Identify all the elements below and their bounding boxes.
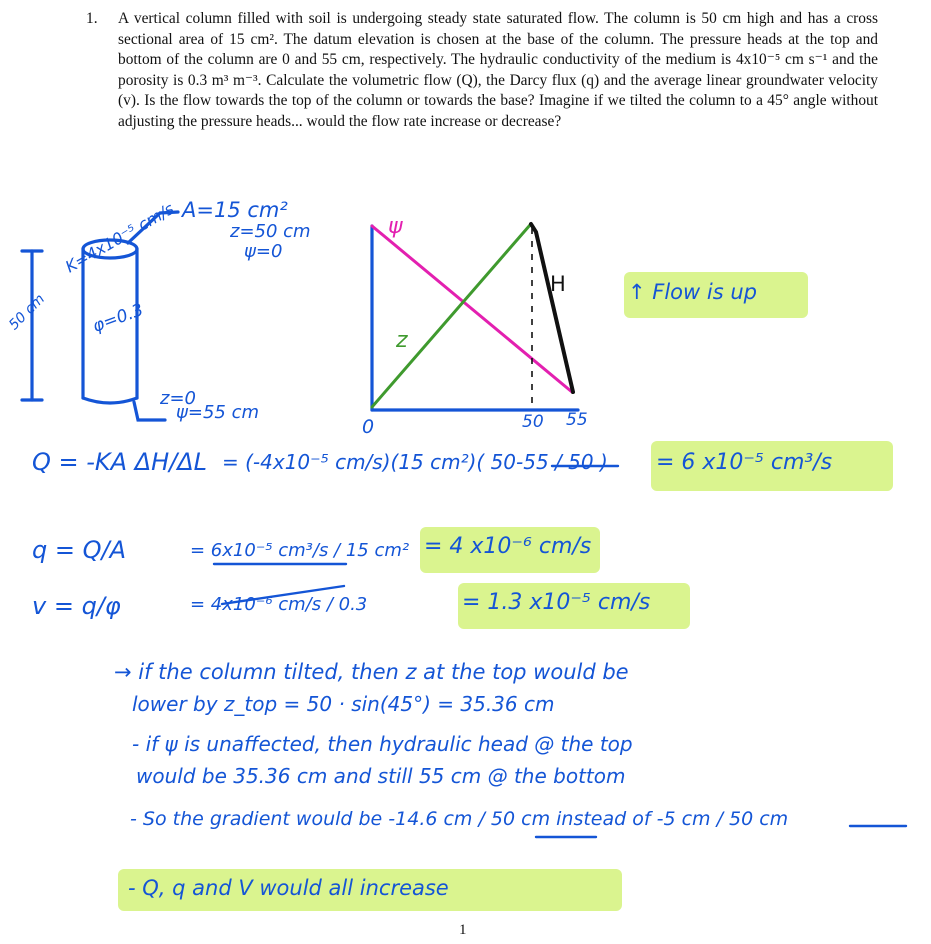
h-axis-label: H — [550, 272, 566, 296]
elevation-line — [372, 225, 530, 407]
total-head-line — [531, 224, 573, 392]
eq-v-lhs: v = q/φ — [32, 592, 121, 620]
k-label: K=4x10⁻⁵ cm/s — [62, 199, 178, 277]
eq-Q-lhs: Q = -KA ΔH/ΔL — [32, 448, 208, 476]
z-axis-label: z — [396, 328, 408, 353]
height-label: 50 cm — [6, 291, 49, 334]
tilt-note-4: would be 35.36 cm and still 55 cm @ the bottom — [136, 764, 626, 788]
eq-q-mid: = 6x10⁻⁵ cm³/s / 15 cm² — [190, 540, 410, 561]
flow-direction-note: ↑ Flow is up — [628, 280, 757, 304]
eq-v-mid: = 4x10⁻⁶ cm/s / 0.3 — [190, 594, 368, 615]
tick-0: 0 — [362, 416, 375, 438]
tilt-note-3: - if ψ is unaffected, then hydraulic head @ the top — [132, 732, 633, 756]
eq-q-lhs: q = Q/A — [32, 536, 126, 564]
page-number: 1 — [459, 922, 467, 938]
tilt-note-2: lower by z_top = 50 · sin(45°) = 35.36 cm — [132, 692, 555, 716]
psi-axis-label: ψ — [388, 214, 403, 239]
tilt-note-5: - So the gradient would be -14.6 cm / 50 cm instead of -5 cm / 50 cm — [130, 808, 789, 830]
z-bottom-label: z=0 — [160, 388, 196, 409]
z-top-label: z=50 cm — [230, 221, 311, 242]
eq-Q-result: = 6 x10⁻⁵ cm³/s — [656, 450, 833, 475]
psi-top-label: ψ=0 — [244, 241, 283, 262]
tick-55: 55 — [566, 410, 588, 430]
conclusion: - Q, q and V would all increase — [128, 876, 449, 900]
psi-bottom-label: ψ=55 cm — [176, 402, 260, 423]
eq-Q-mid: = (-4x10⁻⁵ cm/s)(15 cm²)( 50-55 / 50 ) — [222, 450, 608, 474]
area-label: A=15 cm² — [182, 198, 288, 222]
eq-v-result: = 1.3 x10⁻⁵ cm/s — [462, 590, 651, 615]
tilt-note-1: → if the column tilted, then z at the top would be — [114, 660, 629, 684]
porosity-label: φ=0.3 — [90, 300, 147, 337]
head-plot-axes — [372, 226, 578, 410]
problem-text: A vertical column filled with soil is undergoing steady state saturated flow. The column is 50 cm high and has a cross sectional area of 15 cm². The datum elevation is chosen at the base of the column. The pressure heads at the top and bottom of the column are 0 and 55 cm, respectively. The hydraulic conductivity of the medium is 4x10⁻⁵ cm s⁻¹ and the porosity is 0.3 m³ m⁻³. Calculate the volumetric flow (Q), the Darcy flux (q) and the average linear groundwater velocity (v). Is the flow towards the top of the column or towards the base? Imagine if we tilted the column to a 45° angle without adjusting the pressure heads... would the flow rate increase or decrease? — [118, 10, 878, 130]
eq-q-result: = 4 x10⁻⁶ cm/s — [424, 534, 592, 559]
problem-number: 1. — [86, 10, 98, 27]
tick-50: 50 — [522, 412, 544, 432]
